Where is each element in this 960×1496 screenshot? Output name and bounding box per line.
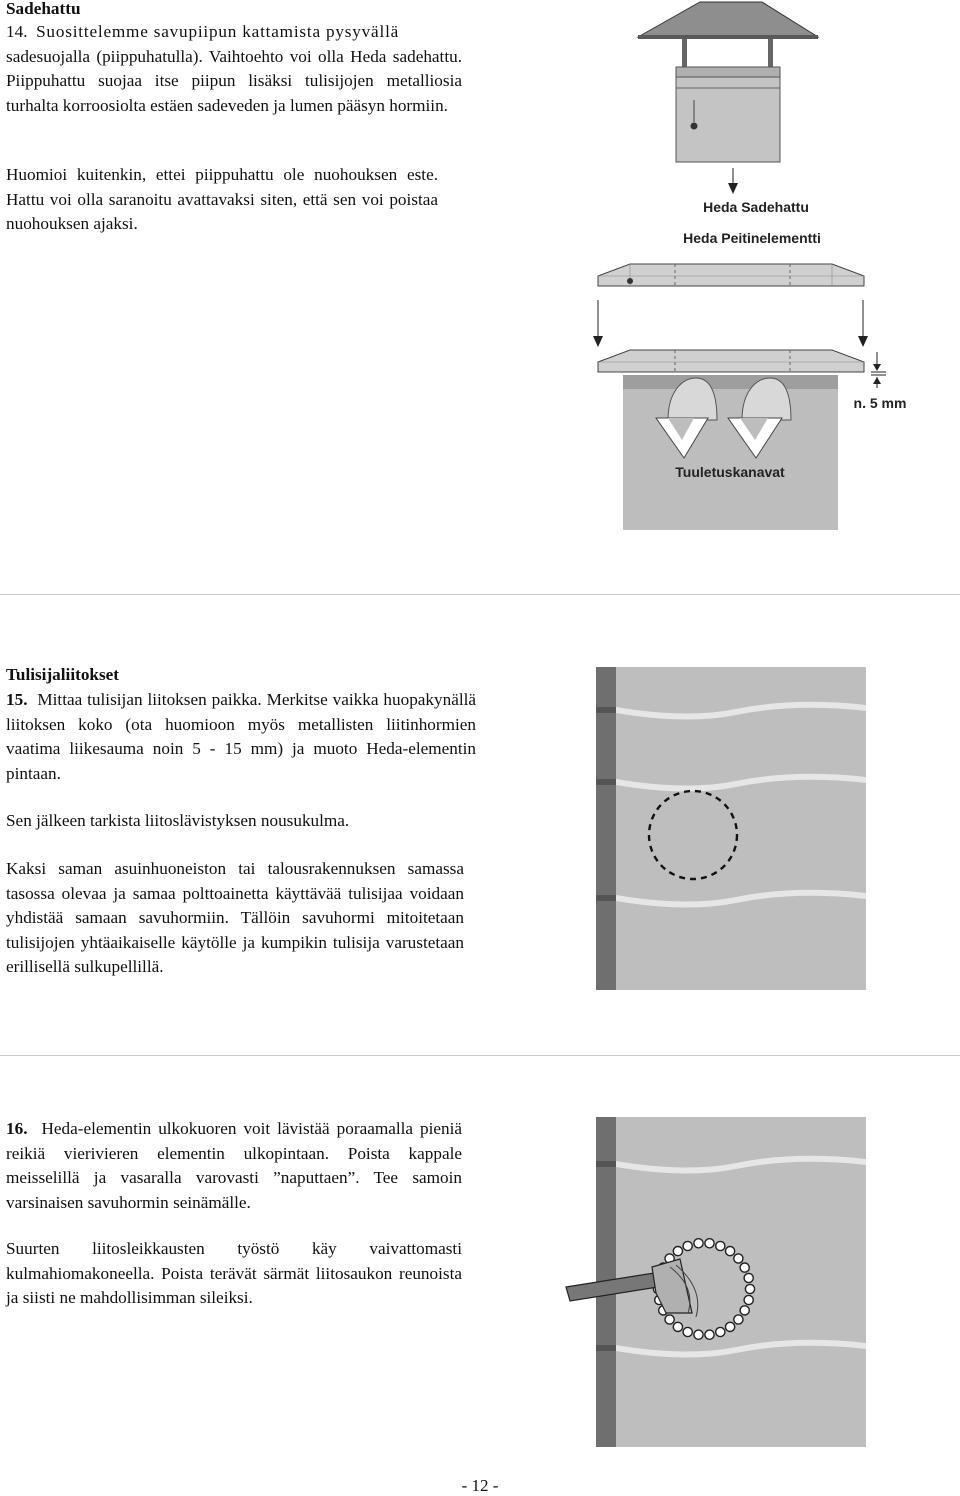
drill-hole [716,1327,725,1336]
section-divider [0,594,960,595]
drill-hole [740,1306,749,1315]
drill-hole [744,1295,753,1304]
drill-hole [745,1284,754,1293]
paragraph-angle-check: Sen jälkeen tarkista liitoslävistyksen nousukulma. [6,811,350,830]
paragraph-angle-grinder: Suurten liitosleikkausten työstö käy vaivattomasti kulmahiomakoneella. Poista terävät särmät liitosaukon reunoista ja siisti ne mahdollisimman sileiksi. [6,1239,462,1308]
drill-hole [726,1247,735,1256]
drill-hole [740,1263,749,1272]
cap-brim [638,35,818,39]
drill-hole [705,1239,714,1248]
section-heading-tulisijaliitokset: Tulisijaliitokset [6,665,120,684]
drill-hole [683,1327,692,1336]
label-heda-sadehattu: Heda Sadehattu [703,199,809,215]
paragraph-text: Heda-elementin ulkokuoren voit lävistää poraamalla pieniä reikiä vierivieren elementin ulkopintaan. Poista kappale meisselillä ja vasaralla varovasti ”naputtaen”. Tee samoin varsinaisen savuhormin seinämälle. [6,1119,462,1212]
drill-hole [673,1322,682,1331]
paragraph-number: 15. [6,690,28,709]
paragraph-shared-flue: Kaksi saman asuinhuoneiston tai talousrakennuksen samassa tasossa olevaa ja samaa polttoainetta käyttävää tulisijaa voidaan yhdistää samaan savuhormiin. Tällöin savuhormi mitoitetaan tulisijojen yhtäaikaiselle käytölle ja kumpikin tulisija varustetaan erillisellä sulkupellillä. [6,859,464,977]
drill-hole [734,1315,743,1324]
label-gap: n. 5 mm [853,395,907,411]
drill-hole [694,1239,703,1248]
cap-roof [638,2,818,37]
cap-pipe [676,67,780,162]
section-heading-sadehattu: Sadehattu [6,0,81,18]
drill-hole [726,1322,735,1331]
paragraph-text: Mittaa tulisijan liitoksen paikka. Merkitse vaikka huopakynällä liitoksen koko (ota huomioon myös metallisten liitinhormien vaatima liikesauma noin 5 - 15 mm) ja muoto Heda-elementin pintaan. [6,690,477,783]
drill-hole [716,1241,725,1250]
cover-element-seated [598,350,864,372]
chimney-cap-diagram [590,0,907,530]
section-divider [0,1055,960,1056]
chimney-element-marked-diagram [596,667,866,990]
paragraph-16 [6,1117,462,1215]
chimney-element-drilling-diagram [596,1117,866,1447]
drill-hole [744,1273,753,1282]
drill-hole [694,1330,703,1339]
paragraph-14-rest: sadesuojalla (piippuhatulla). Vaihtoehto voi olla Heda sadehattu. Piippuhattu suojaa itse piipun lisäksi tulisijojen metalliosia turhalta korroosiolta estäen sadeveden ja lumen pääsyn hormiin. [6,46,462,115]
paragraph-number: 16. [6,1119,28,1138]
drill-hole [683,1241,692,1250]
label-heda-peitinelementti: Heda Peitinelementti [683,230,821,246]
paragraph-14-line1 [6,20,461,45]
drill-hole [734,1254,743,1263]
cover-element-top [598,264,864,286]
drill-hole [665,1315,674,1324]
chimney-body [623,375,838,530]
paragraph-chimney-cap-note: Huomioi kuitenkin, ettei piippuhattu ole nuohouksen este. Hattu voi olla saranoitu avattavaksi siten, että sen voi poistaa nuohouksen ajaksi. [6,165,438,234]
label-tuuletuskanavat: Tuuletuskanavat [675,464,785,480]
paragraph-number: 14. [6,22,28,41]
paragraph-text: Suosittelemme savupiipun kattamista pysyvällä [36,22,400,41]
drill-hole [673,1247,682,1256]
paragraph-15 [6,688,476,786]
drill-hole [705,1330,714,1339]
page-number: - 12 - [461,1476,499,1495]
